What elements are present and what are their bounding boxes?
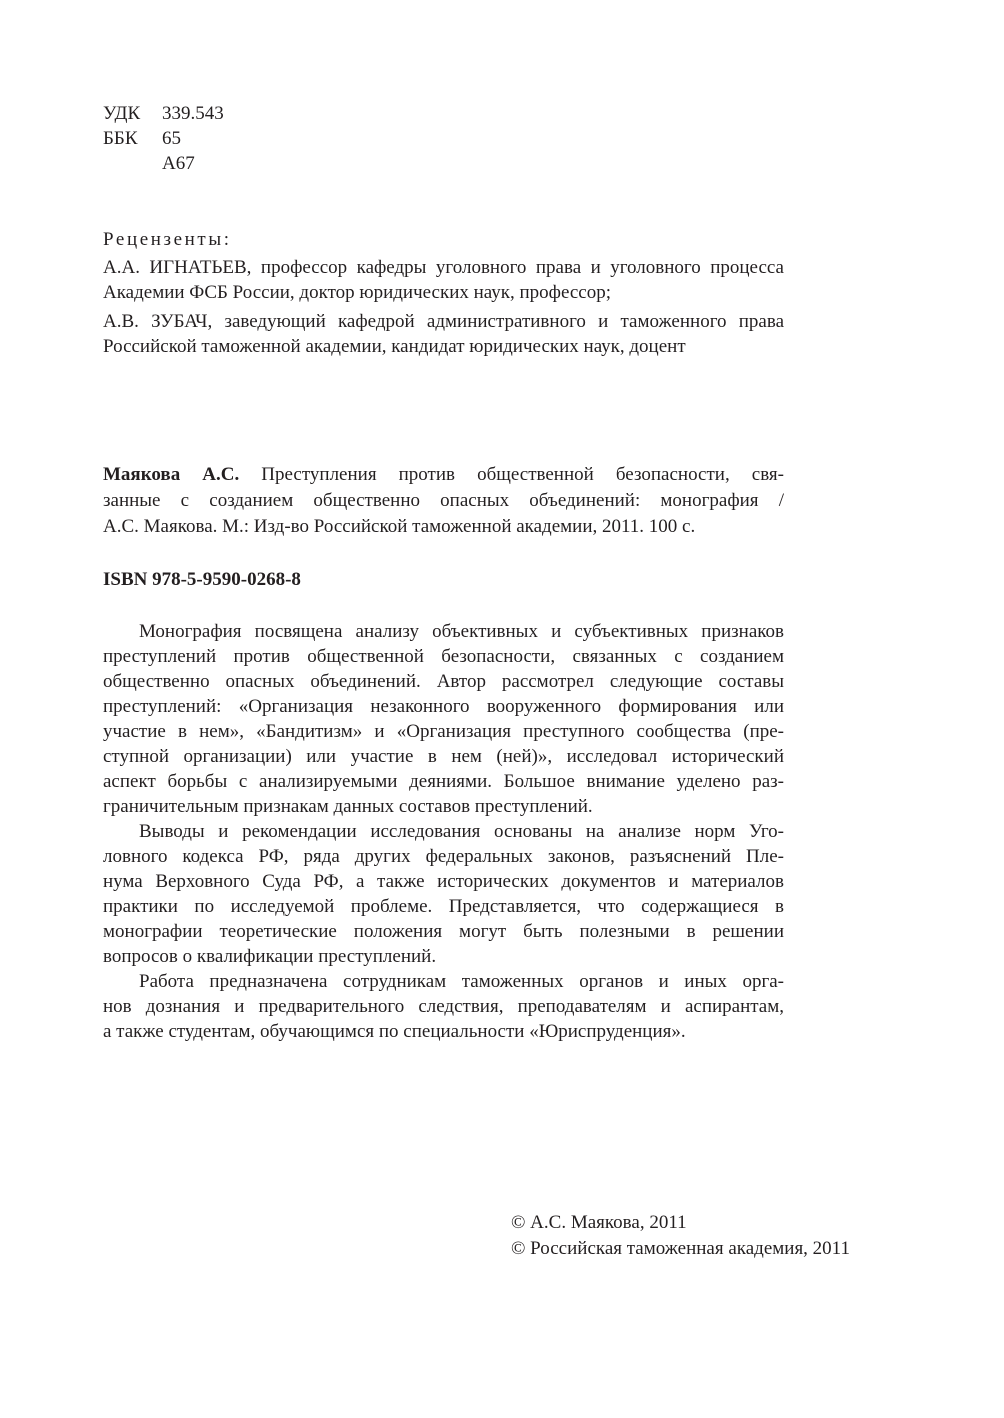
- reviewer-line: Российской таможенной академии, кандидат юридических наук, доцент: [103, 336, 686, 357]
- udk-row: [103, 101, 224, 126]
- copyright-author: © А.С. Маякова, 2011: [511, 1212, 687, 1233]
- annotation-line: ступной организации) или участие в нем (ней)», исследовал исторический: [103, 746, 784, 767]
- biblio-title-start: Преступления против общественной безопасности, свя-: [261, 464, 784, 485]
- annotation-line: аспект борьбы с анализируемыми деяниями. Большое внимание уделено раз-: [103, 771, 784, 792]
- annotation-line: Работа предназначена сотрудникам таможенных органов и иных орга-: [139, 971, 784, 992]
- bibliographic-description: [103, 462, 784, 540]
- annotation: [103, 619, 784, 1044]
- udk-value: 339.543: [162, 103, 224, 124]
- biblio-line: А.С. Маякова. М.: Изд-во Российской таможенной академии, 2011. 100 с.: [103, 516, 696, 537]
- reviewer-entry: [103, 309, 784, 359]
- annotation-line: нов дознания и предварительного следствия, преподавателям и аспирантам,: [103, 996, 784, 1017]
- annotation-paragraph: [103, 819, 784, 969]
- bbk-row: [103, 126, 224, 151]
- annotation-line: а также студентам, обучающимся по специальности «Юриспруденция».: [103, 1021, 686, 1042]
- reviewer-line: А.А. ИГНАТЬЕВ, профессор кафедры уголовного права и уголовного процесса: [103, 257, 784, 278]
- reviewer-entry: [103, 255, 784, 305]
- annotation-line: граничительным признакам данных составов преступлений.: [103, 796, 593, 817]
- biblio-line: занные с созданием общественно опасных объединений: монография /: [103, 490, 784, 511]
- annotation-line: ловного кодекса РФ, ряда других федеральных законов, разъяснений Пле-: [103, 846, 784, 867]
- reviewers-block: [103, 227, 784, 363]
- copyright-publisher: © Российская таможенная академия, 2011: [511, 1238, 850, 1259]
- annotation-line: участие в нем», «Бандитизм» и «Организация преступного сообщества (пре-: [103, 721, 784, 742]
- classification-codes: [103, 101, 224, 176]
- copyright-block: [511, 1210, 850, 1262]
- udk-label: УДК: [103, 103, 141, 124]
- annotation-line: преступлений против общественной безопасности, связанных с созданием: [103, 646, 784, 667]
- author-mark-row: [103, 151, 224, 176]
- biblio-line: [103, 462, 784, 488]
- annotation-line: вопросов о квалификации преступлений.: [103, 946, 437, 967]
- reviewer-line: А.В. ЗУБАЧ, заведующий кафедрой административного и таможенного права: [103, 311, 784, 332]
- annotation-paragraph: [103, 619, 784, 819]
- biblio-author: Маякова А.С.: [103, 464, 240, 485]
- isbn: ISBN 978-5-9590-0268-8: [103, 569, 301, 590]
- reviewers-heading: Рецензенты:: [103, 229, 232, 250]
- bbk-label: ББК: [103, 128, 138, 149]
- reviewer-line: Академии ФСБ России, доктор юридических наук, профессор;: [103, 282, 612, 303]
- author-mark: А67: [162, 153, 195, 174]
- annotation-line: общественно опасных объединений. Автор рассмотрел следующие составы: [103, 671, 784, 692]
- annotation-line: Монография посвящена анализу объективных и субъективных признаков: [139, 621, 784, 642]
- annotation-paragraph: [103, 969, 784, 1044]
- annotation-line: монографии теоретические положения могут быть полезными в решении: [103, 921, 784, 942]
- annotation-line: Выводы и рекомендации исследования основаны на анализе норм Уго-: [139, 821, 784, 842]
- annotation-line: нума Верховного Суда РФ, а также исторических документов и материалов: [103, 871, 784, 892]
- annotation-line: преступлений: «Организация незаконного вооруженного формирования или: [103, 696, 784, 717]
- bbk-value: 65: [162, 128, 181, 149]
- annotation-line: практики по исследуемой проблеме. Представляется, что содержащиеся в: [103, 896, 784, 917]
